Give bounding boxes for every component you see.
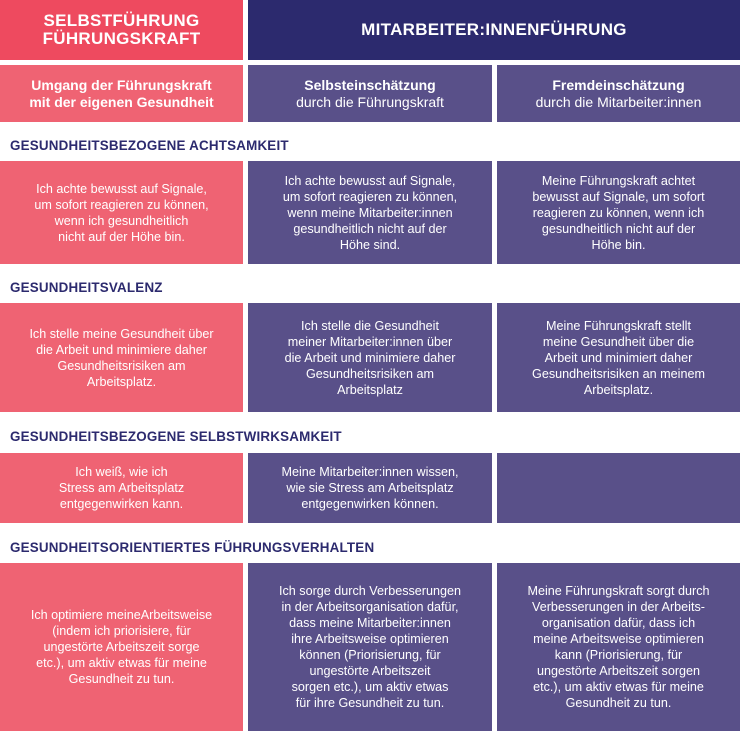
section-1-col2 [248,161,492,264]
text-line: Ich achte bewusst auf Signale, [284,173,456,188]
section-4-col3 [497,563,740,731]
subheader-col2-normal: durch die Führungskraft [296,93,444,110]
section-3-col1 [0,453,243,523]
subheader-col3-bold: Fremdeinschätzung [552,76,685,93]
text-line: Gesundheitsrisiken an meinem [532,366,705,381]
section-2-col1 [0,303,243,412]
text-line: Ich stelle meine Gesundheit über [29,326,214,341]
text-line: Ich achte bewusst auf Signale, [36,181,207,196]
header-left-line-2: FÜHRUNGSKRAFT [42,29,201,48]
header-right-title: MITARBEITER:INNENFÜHRUNG [361,20,627,39]
text-line: Meine Führungskraft stellt [546,318,691,333]
text-line: um sofort reagieren zu können, [282,189,458,204]
header-selbstfuehrung [0,0,243,60]
text-line: (indem ich priorisiere, für [52,624,191,638]
section-3-col3-empty [497,453,740,523]
section-title-achtsamkeit: GESUNDHEITSBEZOGENE ACHTSAMKEIT [10,137,289,153]
text-line: reagieren zu können, wenn ich [532,205,705,220]
text-line: gesundheitlich nicht auf der [293,221,447,236]
text-line: wenn meine Mitarbeiter:innen [287,205,453,220]
text-line: Gesundheit zu tun. [68,672,175,686]
text-line: Ich sorge durch Verbesserungen [278,584,462,598]
section-1-col1 [0,161,243,264]
section-1-col3 [497,161,740,264]
text-line: kann (Priorisierung, für [554,648,683,662]
text-line: wenn ich gesundheitlich [54,213,189,228]
text-line: Gesundheit zu tun. [565,696,672,710]
text-line: ungestörte Arbeitszeit sorgen [536,664,701,678]
text-line: Arbeitsplatz [337,382,403,397]
text-line: nicht auf der Höhe bin. [58,229,185,244]
text-line: gesundheitlich nicht auf der [541,221,696,236]
text-line: die Arbeit und minimiere daher [284,350,456,365]
header-mitarbeiterfuehrung [248,0,740,60]
text-line: die Arbeit und minimiere daher [36,342,207,357]
section-title-selbstwirksamkeit: GESUNDHEITSBEZOGENE SELBSTWIRKSAMKEIT [10,428,342,444]
text-line: sorgen etc.), um aktiv etwas [291,680,449,694]
subheader-col3 [497,65,740,122]
section-title-fuehrungsverhalten: GESUNDHEITSORIENTIERTES FÜHRUNGSVERHALTEN [10,539,375,555]
text-line: meiner Mitarbeiter:innen über [287,334,453,349]
text-line: Gesundheitsrisiken am [305,366,435,381]
subheader-col3-normal: durch die Mitarbeiter:innen [535,93,702,110]
text-line: Arbeitsplatz. [583,382,654,397]
text-line: Stress am Arbeitsplatz [58,481,185,495]
text-line: dass meine Mitarbeiter:innen [289,616,451,630]
text-line: in der Arbeitsorganisation dafür, [281,600,459,614]
text-line: etc.), um aktiv etwas für meine [533,680,704,694]
text-line: meine Arbeitsweise optimieren [533,632,704,646]
section-2-col2 [248,303,492,412]
text-line: Höhe bin. [591,237,646,252]
section-3-col2 [248,453,492,523]
text-line: ungestörte Arbeitszeit sorge [43,640,200,654]
text-line: Arbeit und minimiert daher [544,350,693,365]
subheader-col1-line-2: mit der eigenen Gesundheit [29,93,214,110]
text-line: entgegenwirken kann. [59,497,184,511]
text-line: Verbesserungen in der Arbeits- [532,600,705,614]
text-line: Höhe sind. [339,237,401,252]
text-line: um sofort reagieren zu können, [34,197,209,212]
text-line: ihre Arbeitsweise optimieren [291,632,449,646]
header-left-line-1: SELBSTFÜHRUNG [43,11,200,30]
subheader-col1 [0,65,243,122]
text-line: organisation dafür, dass ich [541,616,696,630]
text-line: Ich weiß, wie ich [75,465,168,479]
text-line: Meine Führungskraft achtet [541,173,696,188]
subheader-col1-line-1: Umgang der Führungskraft [31,76,212,93]
section-2-col3 [497,303,740,412]
text-line: entgegenwirken können. [301,497,439,511]
text-line: können (Priorisierung, für [299,648,441,662]
text-line: wie sie Stress am Arbeitsplatz [286,481,454,495]
text-line: für ihre Gesundheit zu tun. [295,696,445,710]
subheader-col2-bold: Selbsteinschätzung [304,76,436,93]
text-line: Gesundheitsrisiken am [57,358,186,373]
text-line: bewusst auf Signale, um sofort [532,189,705,204]
text-line: Arbeitsplatz. [86,374,157,389]
text-line: Ich optimiere meineArbeitsweise [30,608,213,622]
text-line: Meine Führungskraft sorgt durch [527,584,710,598]
text-line: Ich stelle die Gesundheit [301,318,439,333]
subheader-col2 [248,65,492,122]
text-line: ungestörte Arbeitszeit [309,664,431,678]
text-line: Meine Mitarbeiter:innen wissen, [281,465,459,479]
section-title-valenz: GESUNDHEITSVALENZ [10,279,163,295]
section-4-col1 [0,563,243,731]
text-line: meine Gesundheit über die [542,334,695,349]
section-4-col2 [248,563,492,731]
text-line: etc.), um aktiv etwas für meine [36,656,207,670]
